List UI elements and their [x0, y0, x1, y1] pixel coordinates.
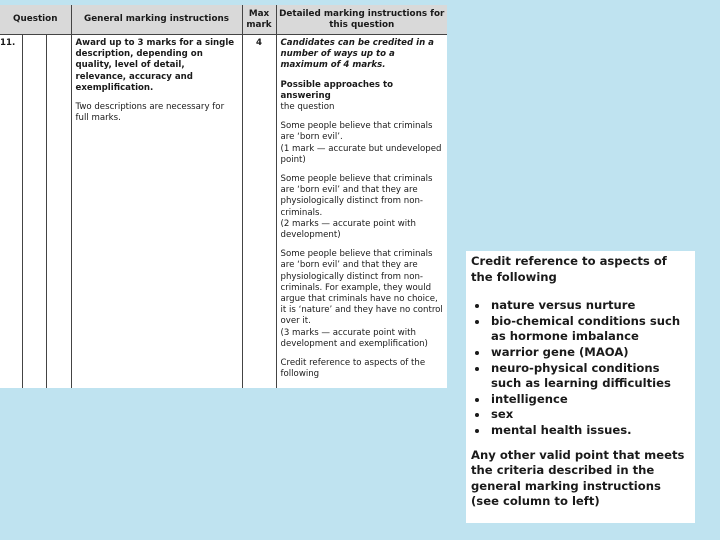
detailed-intro: Candidates can be credited in a number of ways up to a maximum of 4 marks. [280, 38, 434, 71]
question-subpart-cell-2 [46, 35, 71, 389]
approaches-heading: Possible approaches to answering [280, 79, 393, 101]
list-item: • intelligence [489, 392, 691, 408]
question-number: 11. [0, 35, 22, 389]
credit-reference-line: Credit reference to aspects of the following [280, 358, 426, 380]
general-instruction-2: Two descriptions are necessary for full marks. [75, 102, 225, 124]
panel-heading: Credit reference to aspects of the following [471, 254, 667, 284]
detailed-instructions-header: Detailed marking instructions for this question [276, 5, 447, 35]
marking-instructions-sheet [0, 5, 447, 388]
list-item: • mental health issues. [489, 423, 691, 439]
table-row [0, 35, 447, 389]
general-instructions-header: General marking instructions [71, 5, 242, 35]
question-header: Question [0, 5, 71, 35]
question-subpart-cell [22, 35, 46, 389]
list-item: • bio-chemical conditions such as hormone imbalance [489, 314, 691, 345]
list-item: • neuro-physical conditions such as learning difficulties [489, 361, 691, 392]
credit-reference-panel [466, 251, 695, 523]
example-mark: (3 marks — accurate point with development and exemplification) [280, 327, 428, 349]
example-answer-2 [281, 174, 444, 241]
credit-reference-list [471, 298, 691, 438]
max-mark-header: Max mark [242, 5, 276, 35]
detailed-instructions-cell [276, 35, 447, 389]
list-item: • nature versus nurture [489, 298, 691, 314]
approaches-tail: the question [280, 102, 335, 113]
example-text: Some people believe that criminals are ‘born evil’ and that they are physiologically distinct from non-criminals. For example, they would argue that criminals have no choice, it is ‘nature’ and they have no control over it. [280, 249, 443, 327]
example-answer-3 [281, 249, 444, 350]
table-header-row [0, 5, 447, 35]
example-mark: (2 marks — accurate point with development) [280, 218, 416, 241]
example-text: Some people believe that criminals are ‘born evil’. [280, 121, 433, 143]
panel-footer: Any other valid point that meets the criteria described in the general marking instructions (see column to left) [471, 447, 685, 509]
max-mark-value: 4 [242, 35, 276, 389]
general-instruction-1: Award up to 3 marks for a single description, depending on quality, level of detail, relevance, accuracy and exemplification. [75, 38, 235, 93]
marking-table [0, 5, 447, 388]
example-text: Some people believe that criminals are ‘born evil’ and that they are physiologically distinct from non-criminals. [280, 174, 433, 218]
list-item: • warrior gene (MAOA) [489, 345, 691, 361]
example-answer-1 [281, 121, 444, 166]
list-item: • sex [489, 407, 691, 423]
example-mark: (1 mark — accurate but undeveloped point) [280, 143, 442, 165]
general-instructions-cell [71, 35, 242, 389]
approaches-block [281, 80, 444, 114]
